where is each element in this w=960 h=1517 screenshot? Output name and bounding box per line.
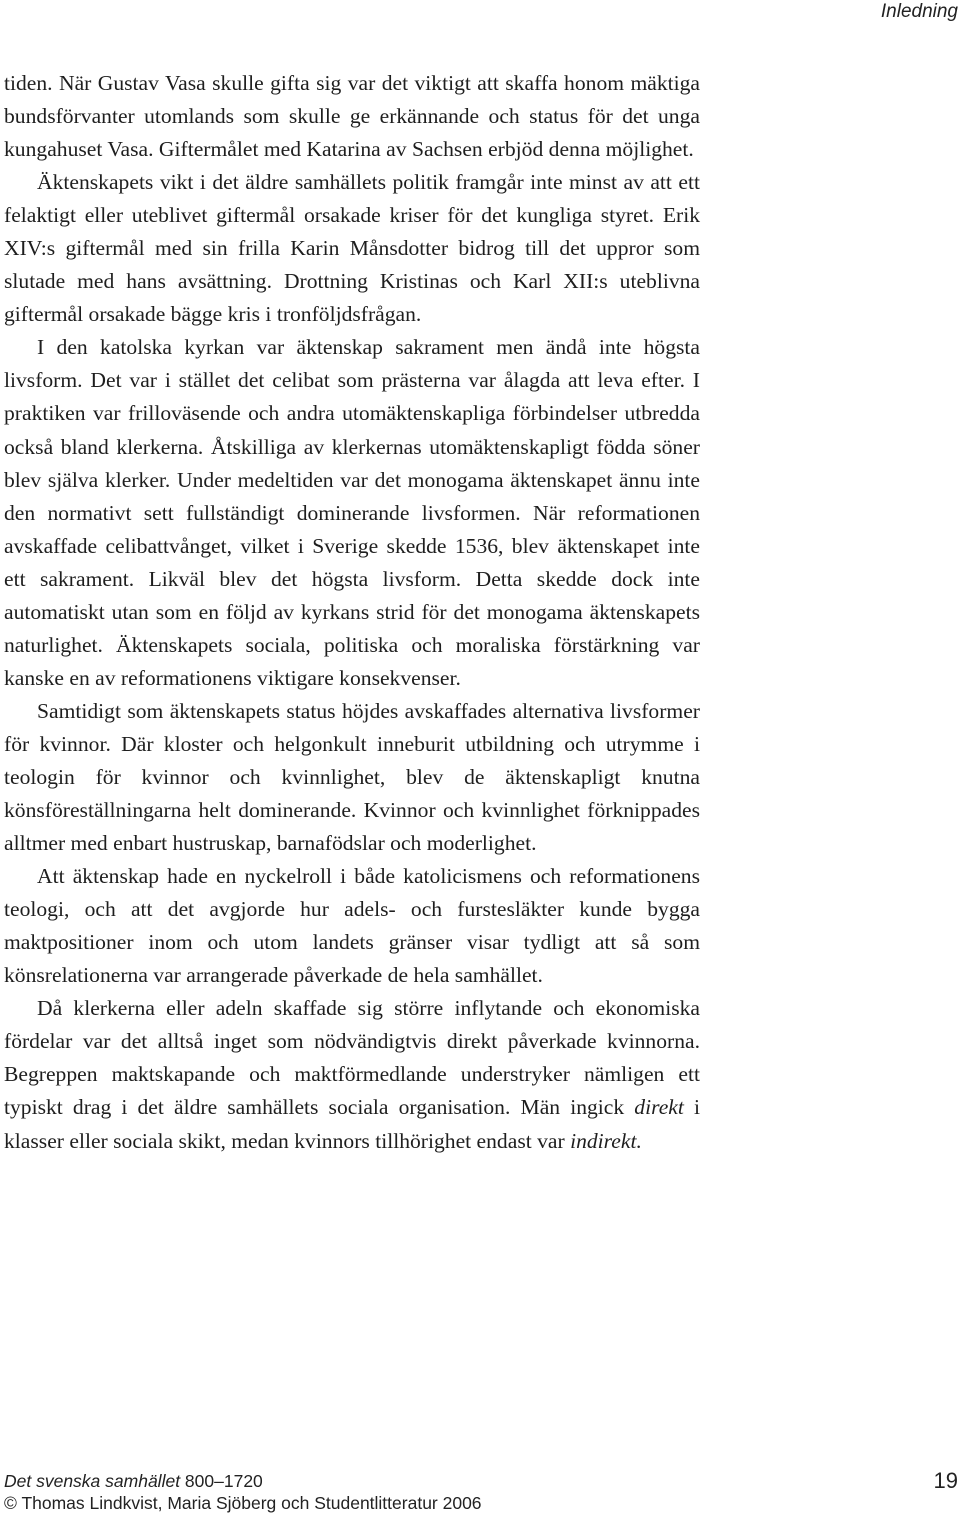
paragraph-text: Äktenskapets vikt i det äldre samhällets politik framgår inte minst av att ett felaktigt eller uteblivet giftermål orsakade kriser för det kungliga styret. Erik XIV:s giftermål med sin frilla Karin Månsdotter bidrog till det uppror som slutade med hans avsättning. Drottning Kristinas och Karl XII:s uteblivna giftermål orsakade bägge kris i tronföljdsfrågan. <box>4 170 700 327</box>
paragraph <box>4 992 700 1157</box>
paragraph <box>4 166 700 331</box>
emphasized-text: direkt <box>634 1095 684 1120</box>
paragraph-text: Samtidigt som äktenskapets status höjdes avskaffades alternativa livsformer för kvinnor. Där kloster och helgonkult inneburit utbildning och utrymme i teologin för kvinnor och kvinnlighet, blev de äktenskapligt knutna könsföreställningarna helt dominerande. Kvinnor och kvinnlighet förknippades alltmer med enbart hustruskap, barnafödslar och moderlighet. <box>4 698 700 856</box>
paragraph-text: i klasser eller sociala skikt, medan kvinnors tillhörighet endast var <box>4 1095 700 1153</box>
paragraph <box>4 67 700 166</box>
footer-book-title: Det svenska samhället <box>4 1471 181 1491</box>
paragraph-text: tiden. När Gustav Vasa skulle gifta sig var det viktigt att skaffa honom mäktiga bundsförvanter utomlands som skulle ge erkännande och status för det unga kungahuset Vasa. Giftermålet med Katarina av Sachsen erbjöd denna möjlighet. <box>4 71 700 162</box>
paragraph-text: I den katolska kyrkan var äktenskap sakrament men ändå inte högsta livsform. Det var i stället det celibat som prästerna var ålagda att leva efter. I praktiken var frilloväsende och andra utomäktenskapliga förbindelser utbredda också bland klerkerna. Åtskilliga av klerkernas utomäktenskapligt födda söner blev själva klerker. Under medeltiden var det monogama äktenskapet ännu inte den normativt sett fullständigt dominerande livsformen. När reformationen avskaffade celibattvånget, vilket i Sverige skedde 1536, blev äktenskapet inte ett sakrament. Likväl blev det högsta livsform. Detta skedde dock inte automatiskt utan som en följd av kyrkans strid för det monogama äktenskapets naturlighet. Äktenskapets sociala, politiska och moraliska förstärkning var kanske en av reformationens viktigare konsekvenser. <box>4 335 700 690</box>
page-footer <box>4 1470 482 1514</box>
emphasized-text: indirekt. <box>570 1128 642 1153</box>
footer-book-years: 800–1720 <box>180 1471 263 1491</box>
paragraph <box>4 695 700 860</box>
footer-book-line <box>4 1470 482 1492</box>
paragraph <box>4 331 700 695</box>
paragraph <box>4 860 700 992</box>
running-header: Inledning <box>880 1 958 22</box>
body-text <box>4 67 700 1158</box>
page-number: 19 <box>933 1468 958 1493</box>
footer-copyright: © Thomas Lindkvist, Maria Sjöberg och Studentlitteratur 2006 <box>4 1493 482 1513</box>
paragraph-text: Då klerkerna eller adeln skaffade sig större inflytande och ekonomiska fördelar var det alltså inget som nödvändigtvis direkt påverkade kvinnorna. Begreppen maktskapande och maktförmedlande understryker nämligen ett typiskt drag i det äldre samhällets sociala organisation. Män ingick <box>4 996 700 1120</box>
paragraph-text: Att äktenskap hade en nyckelroll i både katolicismens och reformationens teologi, och att det avgjorde hur adels- och furstesläkter kunde bygga maktpositioner inom och utom landets gränser visar tydligt att så som könsrelationerna var arrangerade påverkade de hela samhället. <box>4 864 700 988</box>
